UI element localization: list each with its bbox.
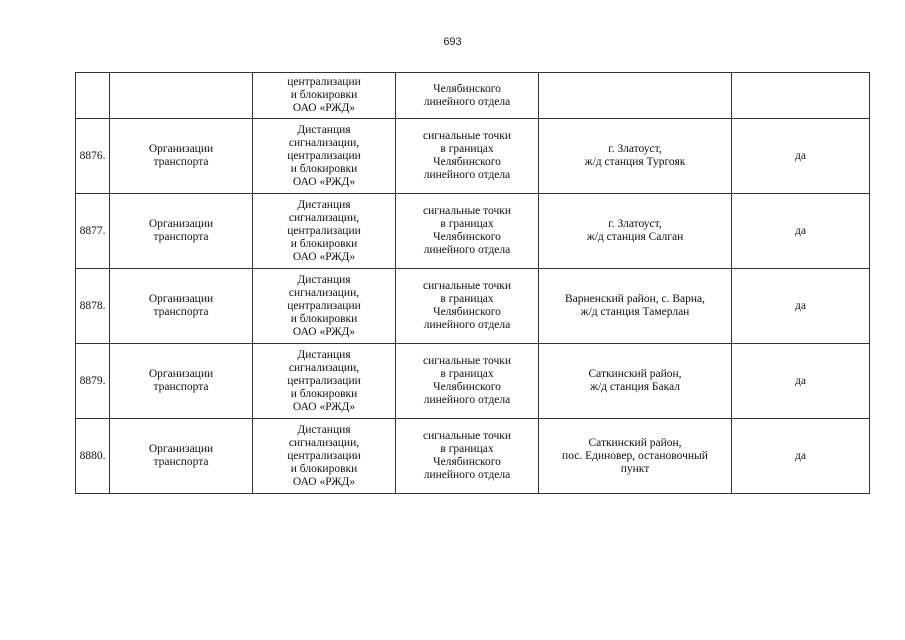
cell-flag: да: [732, 119, 870, 194]
cell-number: [76, 73, 110, 119]
cell-address: Саткинский район, пос. Единовер, остановочный пункт: [539, 419, 732, 494]
table-row: [76, 269, 870, 344]
cell-organization: Дистанция сигнализации, централизации и блокировки ОАО «РЖД»: [253, 269, 396, 344]
cell-type: Организации транспорта: [110, 344, 253, 419]
cell-type: Организации транспорта: [110, 269, 253, 344]
cell-address: Варненский район, с. Варна, ж/д станция Тамерлан: [539, 269, 732, 344]
cell-type: Организации транспорта: [110, 419, 253, 494]
table-row: [76, 194, 870, 269]
page-number: 693: [443, 36, 462, 48]
cell-number: 8880.: [76, 419, 110, 494]
cell-organization: Дистанция сигнализации, централизации и блокировки ОАО «РЖД»: [253, 344, 396, 419]
cell-flag: да: [732, 269, 870, 344]
cell-address: [539, 73, 732, 119]
cell-location: Челябинского линейного отдела: [396, 73, 539, 119]
cell-address: Саткинский район, ж/д станция Бакал: [539, 344, 732, 419]
cell-number: 8877.: [76, 194, 110, 269]
cell-organization: централизации и блокировки ОАО «РЖД»: [253, 73, 396, 119]
cell-organization: Дистанция сигнализации, централизации и блокировки ОАО «РЖД»: [253, 194, 396, 269]
cell-type: Организации транспорта: [110, 194, 253, 269]
cell-number: 8876.: [76, 119, 110, 194]
cell-address: г. Златоуст, ж/д станция Тургояк: [539, 119, 732, 194]
table-row-continued: [76, 73, 870, 119]
cell-type: [110, 73, 253, 119]
cell-type: Организации транспорта: [110, 119, 253, 194]
cell-location: сигнальные точки в границах Челябинского линейного отдела: [396, 119, 539, 194]
cell-location: сигнальные точки в границах Челябинского линейного отдела: [396, 269, 539, 344]
cell-location: сигнальные точки в границах Челябинского линейного отдела: [396, 344, 539, 419]
cell-number: 8879.: [76, 344, 110, 419]
registry-table: [75, 72, 870, 494]
cell-flag: [732, 73, 870, 119]
cell-number: 8878.: [76, 269, 110, 344]
cell-organization: Дистанция сигнализации, централизации и блокировки ОАО «РЖД»: [253, 119, 396, 194]
table-row: [76, 344, 870, 419]
cell-flag: да: [732, 344, 870, 419]
cell-address: г. Златоуст, ж/д станция Салган: [539, 194, 732, 269]
cell-organization: Дистанция сигнализации, централизации и блокировки ОАО «РЖД»: [253, 419, 396, 494]
table-row: [76, 119, 870, 194]
table-row: [76, 419, 870, 494]
cell-flag: да: [732, 194, 870, 269]
cell-location: сигнальные точки в границах Челябинского линейного отдела: [396, 419, 539, 494]
cell-location: сигнальные точки в границах Челябинского линейного отдела: [396, 194, 539, 269]
cell-flag: да: [732, 419, 870, 494]
